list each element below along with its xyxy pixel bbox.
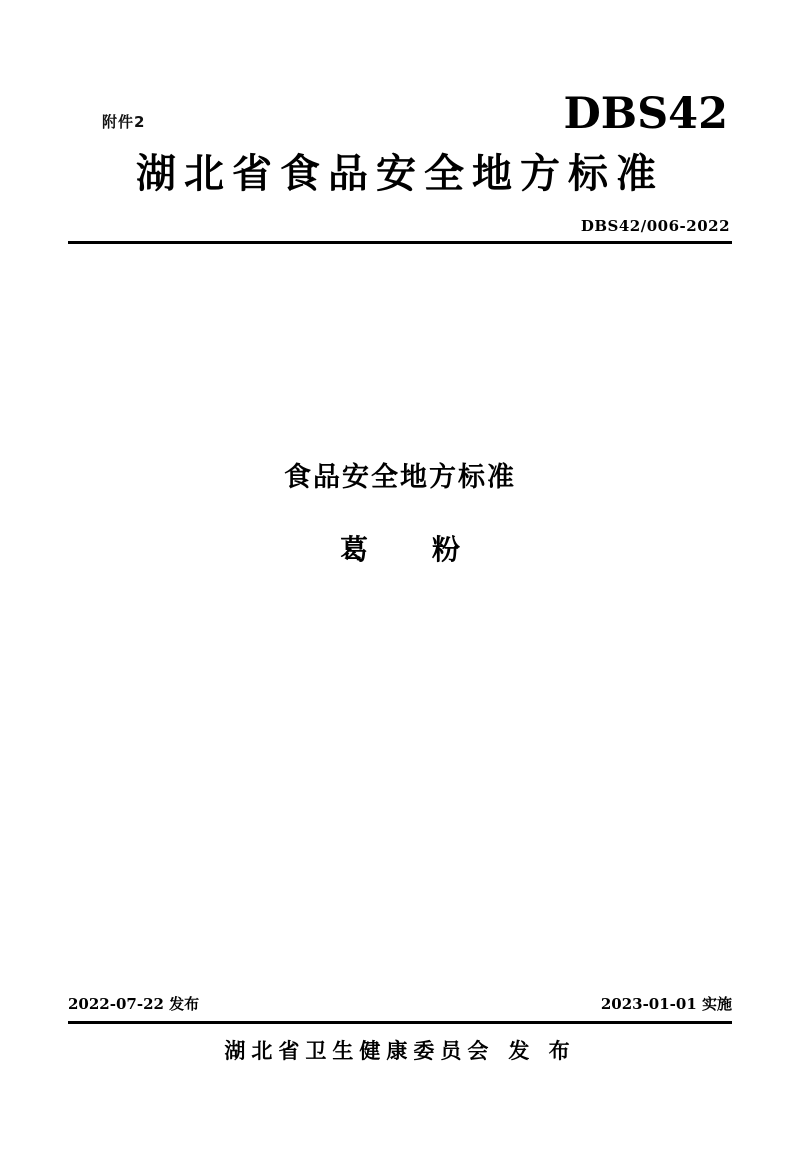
release-date: 2022-07-22 发布	[68, 995, 200, 1013]
issuer-name: 湖北省卫生健康委员会	[224, 1039, 495, 1063]
document-title-block	[0, 455, 800, 568]
implementation-date: 2023-01-01 实施	[600, 995, 732, 1013]
document-title-main: 食品安全地方标准	[284, 462, 516, 493]
document-title-subject: 葛 粉	[339, 533, 478, 566]
footer-dates-row	[68, 993, 732, 1014]
header-divider	[68, 241, 732, 244]
standard-title: 湖北省食品安全地方标准	[136, 151, 664, 197]
footer-divider	[68, 1021, 732, 1024]
header-top-row	[68, 78, 732, 139]
standard-number: DBS42/006-2022	[580, 217, 730, 235]
attachment-label: 附件2	[102, 113, 146, 131]
document-footer	[68, 993, 732, 1065]
standard-code: DBS42	[563, 89, 728, 139]
issuer-row	[68, 1035, 732, 1065]
document-header	[68, 78, 732, 244]
issuer-publish-label: 发 布	[508, 1039, 576, 1063]
